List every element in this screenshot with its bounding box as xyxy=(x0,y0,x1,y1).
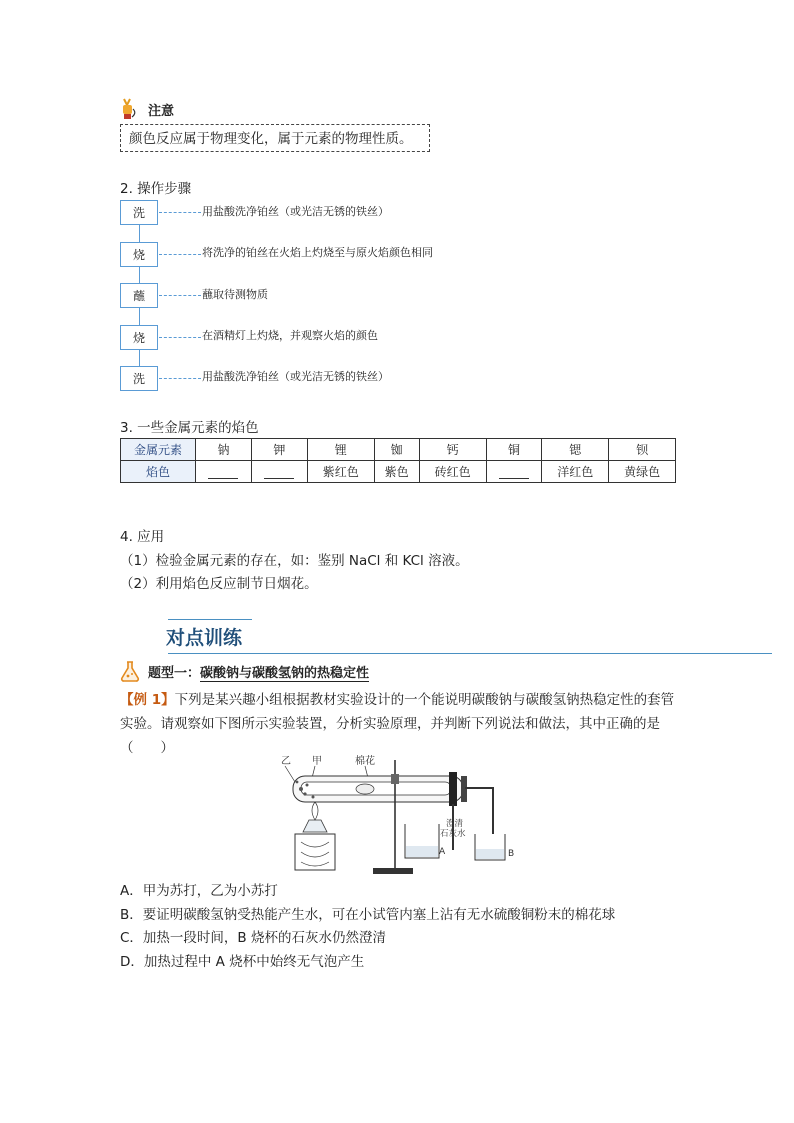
step-box-burn: 烧 xyxy=(120,325,158,350)
table-header-cell: 金属元素 xyxy=(121,439,196,461)
question-body: 下列是某兴趣小组根据教材实验设计的一个能说明碳酸钠与碳酸氢钠热稳定性的套管实验。请观察如下图所示实验装置，分析实验原理，并判断下列说法和做法，其中正确的是（ ） xyxy=(120,692,675,756)
label-a: A xyxy=(439,847,446,857)
question-type-prefix: 题型一： xyxy=(148,665,201,681)
table-cell: 锂 xyxy=(307,439,374,461)
note-title: 注意 xyxy=(148,103,175,119)
application-item: （2）利用焰色反应制节日烟花。 xyxy=(120,576,318,592)
step-connector xyxy=(139,267,140,283)
table-cell: 洋红色 xyxy=(542,461,609,483)
apparatus-diagram xyxy=(265,752,535,877)
step-text: 用盐酸洗净铂丝（或光洁无锈的铁丝） xyxy=(202,205,389,218)
table-cell: 铜 xyxy=(486,439,542,461)
step-box-dip: 蘸 xyxy=(120,283,158,308)
table-cell: 钙 xyxy=(419,439,486,461)
question-type-name: 碳酸钠与碳酸氢钠的热稳定性 xyxy=(200,665,370,681)
label-yi: 乙 xyxy=(281,756,291,767)
table-cell-blank xyxy=(196,461,252,483)
steps-flow xyxy=(120,200,600,390)
label-chengqing: 澄清 xyxy=(446,819,464,829)
table-cell-blank xyxy=(486,461,542,483)
step-text: 用盐酸洗净铂丝（或光洁无锈的铁丝） xyxy=(202,370,389,383)
answer-blank xyxy=(499,464,529,479)
step-dash xyxy=(159,378,201,379)
section-rule xyxy=(168,653,772,654)
option-b: B．要证明碳酸氢钠受热能产生水，可在小试管内塞上沾有无水硫酸铜粉末的棉花球 xyxy=(120,907,616,923)
label-b: B xyxy=(508,849,515,859)
flame-color-table xyxy=(120,438,676,483)
table-cell: 紫红色 xyxy=(307,461,374,483)
table-cell: 钾 xyxy=(251,439,307,461)
question-text xyxy=(120,688,680,760)
application-item: （1）检验金属元素的存在，如：鉴别 NaCl 和 KCl 溶液。 xyxy=(120,553,469,569)
note-box: 颜色反应属于物理变化，属于元素的物理性质。 xyxy=(120,124,430,152)
table-cell: 锶 xyxy=(542,439,609,461)
step-connector xyxy=(139,350,140,366)
application-heading: 4. 应用 xyxy=(120,529,165,545)
steps-heading: 2. 操作步骤 xyxy=(120,181,192,197)
question-type-title xyxy=(148,662,369,681)
question-type-header xyxy=(118,658,369,684)
step-text: 将洗净的铂丝在火焰上灼烧至与原火焰颜色相同 xyxy=(202,246,433,259)
table-row xyxy=(121,439,676,461)
step-dash xyxy=(159,212,201,213)
label-jia: 甲 xyxy=(312,756,322,767)
table-cell: 铷 xyxy=(374,439,419,461)
table-row xyxy=(121,461,676,483)
section-top-bar xyxy=(168,619,252,620)
flask-icon xyxy=(118,659,142,683)
answer-blank xyxy=(264,464,294,479)
step-box-wash: 洗 xyxy=(120,200,158,225)
step-box-burn: 烧 xyxy=(120,242,158,267)
option-d: D．加热过程中 A 烧杯中始终无气泡产生 xyxy=(120,954,365,970)
example-tag: 【例 1】 xyxy=(120,692,175,708)
answer-blank xyxy=(208,464,238,479)
step-dash xyxy=(159,295,201,296)
table-cell: 砖红色 xyxy=(419,461,486,483)
label-shihuishui: 石灰水 xyxy=(440,829,466,839)
label-mianhua: 棉花 xyxy=(355,756,375,767)
table-cell: 黄绿色 xyxy=(609,461,676,483)
flame-heading: 3. 一些金属元素的焰色 xyxy=(120,420,259,436)
option-a: A．甲为苏打，乙为小苏打 xyxy=(120,883,278,899)
note-header xyxy=(118,96,174,122)
table-cell: 紫色 xyxy=(374,461,419,483)
step-dash xyxy=(159,337,201,338)
lightbulb-note-icon xyxy=(118,97,138,121)
step-connector xyxy=(139,308,140,325)
step-text: 在酒精灯上灼烧，并观察火焰的颜色 xyxy=(202,329,378,342)
section-title: 对点训练 xyxy=(166,627,243,649)
option-c: C．加热一段时间，B 烧杯的石灰水仍然澄清 xyxy=(120,930,386,946)
step-text: 蘸取待测物质 xyxy=(202,288,268,301)
table-cell: 钡 xyxy=(609,439,676,461)
step-dash xyxy=(159,254,201,255)
step-box-wash: 洗 xyxy=(120,366,158,391)
table-header-cell: 焰色 xyxy=(121,461,196,483)
table-cell: 钠 xyxy=(196,439,252,461)
table-cell-blank xyxy=(251,461,307,483)
step-connector xyxy=(139,225,140,242)
